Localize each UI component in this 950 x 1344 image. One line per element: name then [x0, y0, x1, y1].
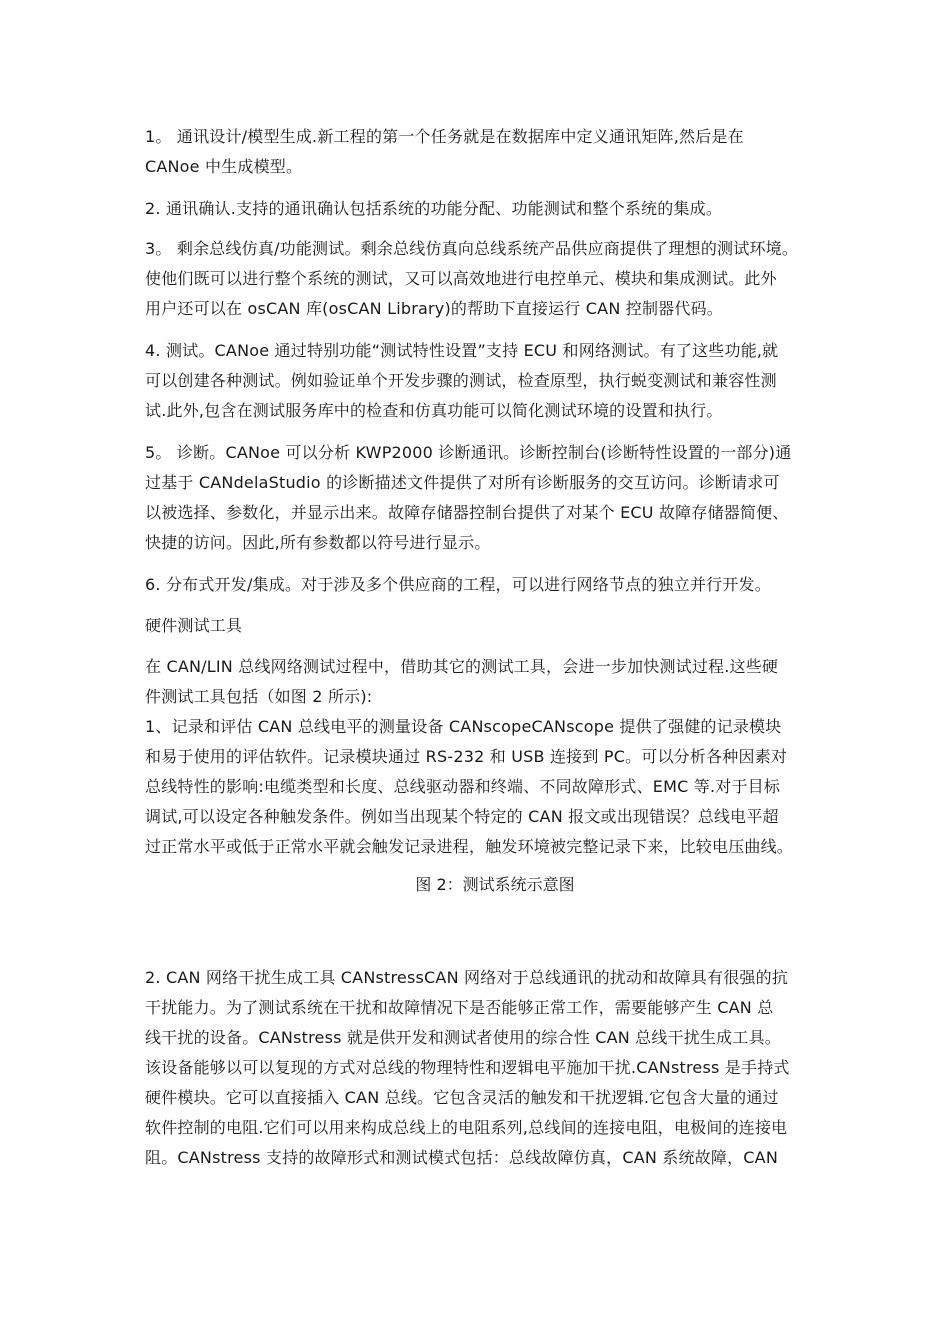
paragraph-1: [145, 122, 825, 182]
text-line: 软件控制的电阻.它们可以用来构成总线上的电阻系列,总线间的连接电阻，电极间的连接电: [145, 1118, 788, 1137]
paragraph-3: [145, 234, 825, 324]
text-line: 2. 通讯确认.支持的通讯确认包括系统的功能分配、功能测试和整个系统的集成。: [145, 199, 723, 218]
text-line: 在 CAN/LIN 总线网络测试过程中，借助其它的测试工具，会进一步加快测试过程.这些硬: [145, 657, 779, 676]
text-line: 干扰能力。为了测试系统在干扰和故障情况下是否能够正常工作，需要能够产生 CAN 总: [145, 998, 774, 1017]
text-line: CANoe 中生成模型。: [145, 157, 303, 176]
text-line: 用户还可以在 osCAN 库(osCAN Library)的帮助下直接运行 CAN 控制器代码。: [145, 299, 723, 318]
section-heading: [145, 611, 825, 641]
text-line: 阻。CANstress 支持的故障形式和测试模式包括：总线故障仿真，CAN 系统故障，CAN: [145, 1148, 778, 1167]
text-line: 过基于 CANdelaStudio 的诊断描述文件提供了对所有诊断服务的交互访问。诊断请求可: [145, 473, 780, 492]
paragraph-2: [145, 194, 825, 224]
text-line: 该设备能够以可以复现的方式对总线的物理特性和逻辑电平施加干扰.CANstress 是手持式: [145, 1058, 790, 1077]
text-line: 过正常水平或低于正常水平就会触发记录进程，触发环境被完整记录下来，比较电压曲线。: [145, 837, 794, 856]
text-line: 试.此外,包含在测试服务库中的检查和仿真功能可以简化测试环境的设置和执行。: [145, 401, 723, 420]
text-line: 快捷的访问。因此,所有参数都以符号进行显示。: [145, 533, 491, 552]
text-line: 3。 剩余总线仿真/功能测试。剩余总线仿真向总线系统产品供应商提供了理想的测试环境。: [145, 239, 799, 258]
text-line: 1、记录和评估 CAN 总线电平的测量设备 CANscopeCANscope 提供了强健的记录模块: [145, 717, 782, 736]
text-line: 使他们既可以进行整个系统的测试，又可以高效地进行电控单元、模块和集成测试。此外: [145, 269, 777, 288]
text-line: 和易于使用的评估软件。记录模块通过 RS-232 和 USB 连接到 PC。可以分析各种因素对: [145, 747, 788, 766]
figure-caption: [145, 870, 845, 900]
text-line: 总线特性的影响:电缆类型和长度、总线驱动器和终端、不同故障形式、EMC 等.对于目标: [145, 777, 781, 796]
text-line: 件测试工具包括（如图 2 所示):: [145, 687, 373, 706]
paragraph-4: [145, 336, 825, 426]
text-line: 5。 诊断。CANoe 可以分析 KWP2000 诊断通讯。诊断控制台(诊断特性设置的一部分)通: [145, 443, 792, 462]
paragraph-5: [145, 438, 825, 558]
text-line: 4. 测试。CANoe 通过特别功能“测试特性设置”支持 ECU 和网络测试。有了这些功能,就: [145, 341, 779, 360]
text-line: 调试,可以设定各种触发条件。例如当出现某个特定的 CAN 报文或出现错误？总线电平超: [145, 807, 779, 826]
text-line: 2. CAN 网络干扰生成工具 CANstressCAN 网络对于总线通讯的扰动和故障具有很强的抗: [145, 968, 789, 987]
paragraph-8: [145, 963, 825, 1173]
caption-text: 图 2：测试系统示意图: [415, 875, 575, 894]
text-line: 可以创建各种测试。例如验证单个开发步骤的测试，检查原型，执行蜕变测试和兼容性测: [145, 371, 777, 390]
text-line: 硬件模块。它可以直接插入 CAN 总线。它包含灵活的触发和干扰逻辑.它包含大量的通过: [145, 1088, 779, 1107]
text-line: 线干扰的设备。CANstress 就是供开发和测试者使用的综合性 CAN 总线干扰生成工具。: [145, 1028, 781, 1047]
heading-text: 硬件测试工具: [145, 616, 243, 635]
text-line: 以被选择、参数化，并显示出来。故障存储器控制台提供了对某个 ECU 故障存储器简便、: [145, 503, 789, 522]
text-line: 1。 通讯设计/模型生成.新工程的第一个任务就是在数据库中定义通讯矩阵,然后是在: [145, 127, 744, 146]
paragraph-7: [145, 652, 825, 862]
paragraph-6: [145, 570, 825, 600]
text-line: 6. 分布式开发/集成。对于涉及多个供应商的工程，可以进行网络节点的独立并行开发。: [145, 575, 771, 594]
